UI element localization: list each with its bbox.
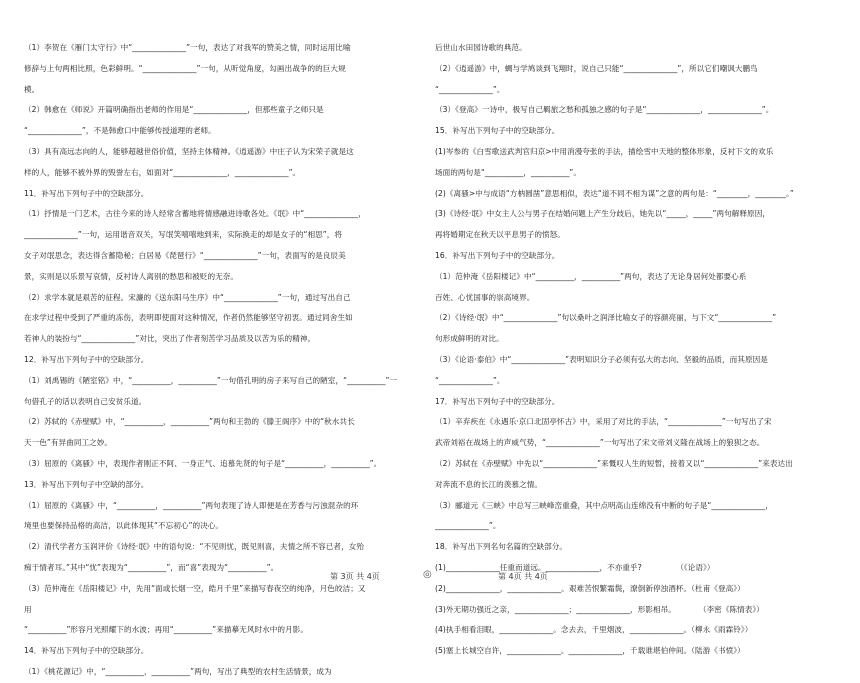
text-line: 13．补写出下列句子中空缺的部分。: [24, 479, 149, 489]
text-line: 百姓、心忧国事的崇高境界。: [435, 292, 535, 302]
page-number-left: 第 3页 共 4页: [330, 572, 380, 581]
text-line: “______________”。: [435, 375, 505, 385]
text-line: 18．补写出下列名句名篇的空缺部分。: [435, 542, 568, 552]
text-line: (3)外无期功强近之亲，______________；______________，形影相吊。 （李密《陈情表》）: [435, 604, 764, 614]
text-line: (4)执手相看泪眼，______________。念去去，千里烟波，______________。（柳永《雨霖铃》）: [435, 625, 753, 635]
text-line: （1）辛弃疾在《永遇乐·京口北固亭怀古》中，采用了对比的手法，“______________”一句写出了宋: [435, 417, 772, 427]
left-column: [24, 38, 422, 683]
text-line: （1）李贺在《雁门太守行》中“______________”一句，表达了对我军的赞美之情，同时运用比喻: [24, 43, 351, 52]
text-line: 武帝刘裕在战场上的声威气势，“______________”一句写出了宋文帝刘义隆在战场上的狼狈之态。: [435, 438, 765, 448]
column-divider: [428, 40, 429, 560]
text-line: （1）屈原的《离骚》中，“__________，__________”两句表现了诗人即便是在芳香与污浊混杂的环: [24, 500, 359, 510]
text-line: （2）苏轼的《赤壁赋》中，“__________，__________”两句和王勃的《滕王阁序》中的“秋水共长: [24, 417, 355, 427]
text-line: 在求学过程中受到了严重的冻伤，表明即使面对这种情况，作者仍然能够坚守初衷。通过同舍生如: [24, 313, 353, 323]
circle-target-icon: ◎: [423, 569, 432, 580]
text-line: 境里也要保持品格的高洁，以此体现其“不忘初心”的决心。: [24, 521, 224, 531]
text-line: ______________”一句，运用谐音双关，写氓笑嘻嘻地到来，实际换走的却是女子的“相思”，将: [24, 230, 343, 240]
text-line: 用: [24, 604, 32, 614]
text-line: 修辞与上句两相比照，色彩鲜明。“______________”一句，从听觉角度，勾画出战争的的巨大规: [24, 63, 346, 73]
text-line: （3）《论语·泰伯》中“______________”表明知识分子必须有弘大的志向、坚毅的品质，而其原因是: [435, 354, 768, 364]
text-line: “______________”，不是韩愈口中能够传授道理的老师。: [24, 126, 216, 136]
text-line: (1)岑参的《白雪歌送武判官归京>中用消漫夸张的手法，描绘雪中天地的整体形象，反衬下文的欢乐: [435, 146, 774, 156]
text-line: (2)______________，______________。艰难苦恨繁霜鬓，潦倒新停浊酒杯。（杜甫《登高》）: [435, 583, 745, 593]
text-line: 16．补写出下列句子中的空缺部分。: [435, 250, 560, 260]
text-line: 女子对氓思念，表达得含蓄隐秘；白居易《琵琶行》“______________”一句，表面写的是良辰美: [24, 250, 346, 260]
text-line: 11．补写出下列句子中的空缺部分。: [24, 188, 149, 198]
text-line: （2）苏轼在《赤壁赋》中先以“______________”来慨叹人生的短暂，接着又以“______________”来表达出: [435, 458, 793, 468]
text-line: 痴于情者耳。”其中“忧”表现为“__________”，而“喜”表现为“__________”。: [24, 562, 279, 572]
text-line: (3)《诗经·氓》中女主人公与男子在结婚问题上产生分歧后，她先以“_____，_____”两句解释原因，: [435, 209, 770, 219]
text-line: 12．补写出下列句子中的空缺部分。: [24, 354, 149, 364]
text-line: （2）求学本就是艰苦的征程。宋濂的《送东阳马生序》中“______________”一句，通过写出自己: [24, 292, 351, 302]
right-column: [435, 38, 833, 662]
text-line: （3）范仲淹在《岳阳楼记》中，先用“面或长烟一空，皓月千里”来描写春夜空的纯净，月色皎洁；又: [24, 583, 366, 593]
text-line: （3）具有高远志向的人，能够超越世俗价值，坚持主体精神。《逍遥游》中庄子认为宋荣子就是这: [24, 146, 354, 156]
text-line: 14．补写出下列句子中的空缺部分。: [24, 646, 149, 656]
text-line: （3）《登高》一诗中，极写自己羁旅之愁和孤独之感的句子是“______________，______________”。: [435, 105, 774, 115]
text-line: 句借孔子的话以表明自己安贫乐道。: [24, 396, 147, 406]
text-line: （1）抒情是一门艺术，古往今来的诗人经常含蓄地将情感融进诗歌各处。《氓》中“______________，: [24, 209, 366, 219]
text-line: (5)塞上长城空自许，______________。______________，千载谁堪伯仲间。（陆游《书愤》）: [435, 646, 745, 656]
text-line: （3）郦道元《三峡》中总写三峡峰峦重叠，其中点明高山连绵没有中断的句子是“______________，: [435, 500, 773, 510]
text-line: 再将婚期定在秋天以平息男子的愤怒。: [435, 230, 565, 240]
text-line: “______________”。: [435, 84, 505, 94]
text-line: 模。: [24, 84, 40, 94]
text-line: （3）屈原的《离骚》中，表现作者刚正不阿、一身正气、追慕先贤的句子是“__________，__________”。: [24, 458, 382, 468]
text-line: （1）范仲淹《岳阳楼记》中“__________，__________”两句，表达了无论身居何处都要心系: [435, 271, 747, 281]
text-line: （1）刘禹锡的《陋室铭》中，“__________，__________”一句借孔明的房子来写自己的陋室，“__________”一: [24, 375, 398, 385]
text-line: 15．补写出下列句子中的空缺部分。: [435, 126, 560, 136]
text-line: 天一色”有异曲同工之妙。: [24, 438, 113, 448]
text-line: （1）《桃花源记》中，“__________，__________”两句，写出了典型的农村生活情景，成为: [24, 666, 332, 676]
page-number-right: 第 4页 共 4页: [498, 572, 548, 581]
text-line: 样的人，能够不被外界的毁誉左右，如面对“______________，______________”。: [24, 167, 301, 177]
text-line: 若神人的装扮与“______________”对比，突出了作者刻苦学习品质及以苦为乐的精神。: [24, 334, 316, 344]
text-line: (1)______________任重而道远。______________，不亦重乎? （《论语》）: [435, 562, 715, 572]
text-line: （2）清代学者方玉润评价《诗经·氓》中的语句说：“不见则忧，既见则喜，夫情之所不容已者，女殆: [24, 542, 365, 552]
text-line: 句形成鲜明的对比。: [435, 334, 504, 344]
text-line: (2)《离骚>中与成语“方枘圆凿”意思相似，表达“道不同不相为谋”之意的两句是：“________，________。”: [435, 188, 794, 198]
text-line: （2）韩愈在《师说》开篇明确指出老师的作用是“______________，但那些童子之师只是: [24, 105, 324, 115]
text-line: 17．补写出下列句子中的空缺部分。: [435, 396, 560, 406]
text-line: 后世山水田园诗歌的典范。: [435, 43, 527, 52]
text-line: “__________”形容月光照耀下的水波；再用“__________”来描摹无风时水中的月影。: [24, 625, 308, 635]
text-line: ______________”。: [435, 521, 501, 531]
text-line: 场面的两句是“__________，__________”。: [435, 167, 582, 177]
text-line: 对奔流不息的长江的羡慕之情。: [435, 479, 543, 489]
text-line: （2）《诗经·氓》中“______________”句以桑叶之润泽比喻女子的容颜亮丽，与下文“______________”: [435, 313, 777, 323]
text-line: （2）《逍遥游》中，蜩与学鸠谈到飞翔时，说自己只能“______________”，所以它们嘲讽大鹏鸟: [435, 63, 758, 73]
text-line: 景，实则是以乐景写哀情，反衬诗人离别的愁思和被贬的无奈。: [24, 271, 239, 281]
